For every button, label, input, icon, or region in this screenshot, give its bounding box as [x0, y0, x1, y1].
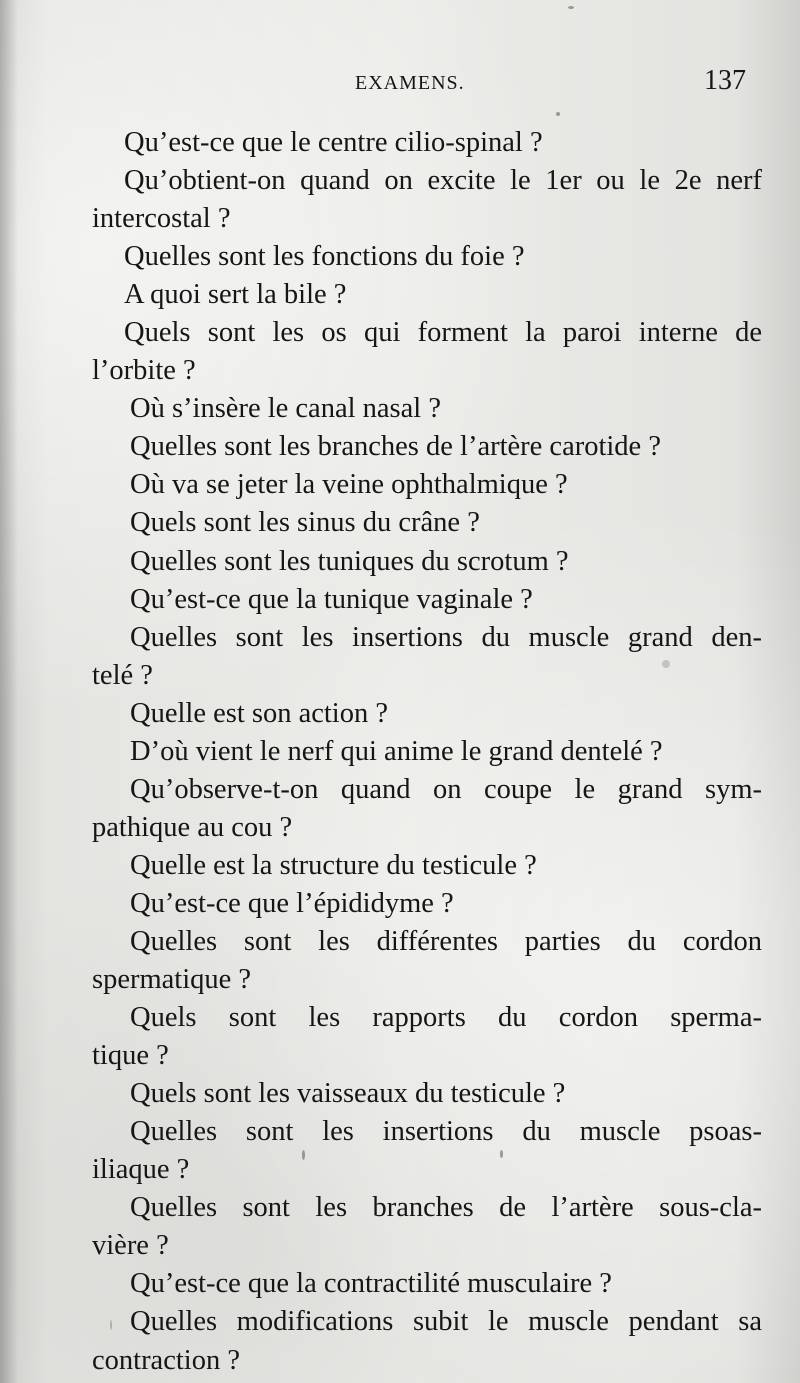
- text-line: Quelle est la structure du testicule ?: [130, 849, 537, 881]
- text-line: Où va se jeter la veine ophthalmique ?: [130, 469, 568, 501]
- text-line: Qu’est-ce que la tunique vaginale ?: [130, 583, 533, 615]
- paper-speck: [500, 1150, 503, 1158]
- text-line: vière ?: [92, 1230, 169, 1262]
- text-line: intercostal ?: [92, 203, 231, 235]
- text-line: spermatique ?: [92, 964, 252, 996]
- text-line: Quelle est son action ?: [130, 697, 389, 729]
- paper-speck: [662, 660, 670, 668]
- text-line: Quelles sont les fonctions du foie ?: [124, 241, 525, 273]
- text-line: Quelles modifications subit le muscle pendant sa: [130, 1306, 762, 1338]
- text-line: l’orbite ?: [92, 355, 196, 387]
- text-line: Quelles sont les différentes parties du cordon: [130, 925, 762, 957]
- text-line: Quelles sont les branches de l’artère sous-cla-: [130, 1192, 762, 1224]
- text-line: Quelles sont les tuniques du scrotum ?: [130, 545, 569, 577]
- paper-speck: [556, 112, 560, 116]
- page-number: 137: [704, 65, 746, 96]
- text-line: telé ?: [92, 659, 153, 691]
- text-line: Qu’est-ce que l’épididyme ?: [130, 887, 454, 919]
- text-line: Quels sont les vaisseaux du testicule ?: [130, 1078, 566, 1110]
- text-line: contraction ?: [92, 1344, 240, 1376]
- page-header: [0, 62, 800, 102]
- text-line: tique ?: [92, 1040, 169, 1072]
- paper-speck: [568, 6, 574, 9]
- question-list: [92, 124, 762, 1380]
- text-line: pathique au cou ?: [92, 811, 293, 843]
- text-line: Qu’est-ce que le centre cilio-spinal ?: [124, 127, 543, 158]
- page-edge-shadow: [0, 0, 18, 1383]
- text-line: Quels sont les sinus du crâne ?: [130, 507, 480, 539]
- text-line: Où s’insère le canal nasal ?: [130, 393, 441, 425]
- paper-speck: [302, 1150, 305, 1160]
- text-line: Quels sont les rapports du cordon sperma-: [130, 1002, 762, 1034]
- text-line: D’où vient le nerf qui anime le grand dentelé ?: [130, 735, 663, 767]
- text-line: Quels sont les os qui forment la paroi interne de: [124, 317, 762, 349]
- text-line: Qu’obtient-on quand on excite le 1er ou le 2e nerf: [124, 165, 762, 197]
- text-line: Quelles sont les insertions du muscle grand den-: [130, 621, 762, 653]
- paper-speck: [110, 1320, 112, 1330]
- text-line: Quelles sont les insertions du muscle psoas-: [130, 1116, 762, 1148]
- text-line: Qu’est-ce que la contractilité musculaire ?: [130, 1268, 612, 1300]
- text-line: A quoi sert la bile ?: [124, 279, 347, 311]
- text-line: Qu’observe-t-on quand on coupe le grand sym-: [130, 773, 762, 805]
- running-head: EXAMENS.: [355, 72, 465, 94]
- text-line: iliaque ?: [92, 1154, 190, 1186]
- text-line: Quelles sont les branches de l’artère carotide ?: [130, 431, 661, 463]
